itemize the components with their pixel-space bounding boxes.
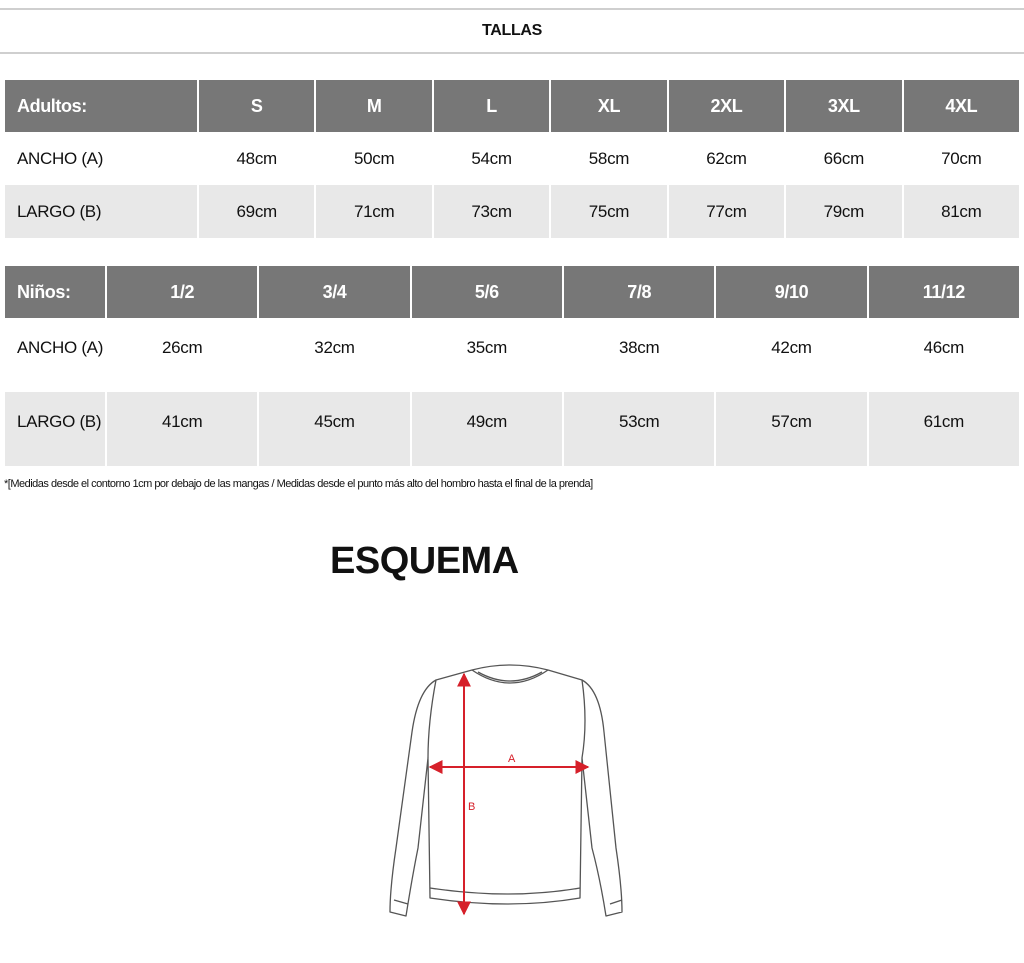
size-header-xl: XL bbox=[551, 80, 666, 132]
table-header-row bbox=[5, 80, 1019, 132]
table-cell: 48cm bbox=[236, 148, 277, 168]
size-header-3xl: 3XL bbox=[786, 80, 901, 132]
table-cell: 81cm bbox=[904, 185, 1019, 238]
label-b: B bbox=[468, 801, 476, 813]
measurement-footnote: *[Medidas desde el contorno 1cm por debajo de las mangas / Medidas desde el punto más alto del hombro hasta el final de la prenda] bbox=[4, 478, 593, 490]
table-cell: 38cm bbox=[618, 338, 660, 357]
size-header-7-8: 7/8 bbox=[564, 266, 714, 318]
table-cell: 58cm bbox=[588, 148, 630, 168]
size-header-s: S bbox=[199, 80, 314, 132]
table-cell: 75cm bbox=[551, 185, 666, 238]
table-cell: 50cm bbox=[353, 148, 395, 168]
table-cell: 70cm bbox=[941, 148, 982, 168]
adult-size-table bbox=[3, 80, 1021, 238]
label-a: A bbox=[508, 753, 516, 765]
table-cell: 53cm bbox=[564, 392, 714, 466]
table-cell: 79cm bbox=[786, 185, 901, 238]
size-header-m: M bbox=[316, 80, 431, 132]
table-row bbox=[5, 185, 1019, 238]
size-header-l: L bbox=[434, 80, 549, 132]
table-cell: 73cm bbox=[434, 185, 549, 238]
table-cell: 54cm bbox=[471, 148, 512, 168]
table-cell: 41cm bbox=[107, 392, 257, 466]
table-cell: 42cm bbox=[771, 338, 812, 357]
table-header-row bbox=[5, 266, 1019, 318]
size-header-4xl: 4XL bbox=[904, 80, 1019, 132]
size-chart-header bbox=[0, 8, 1024, 54]
table-row bbox=[5, 392, 1019, 466]
table-cell: 66cm bbox=[823, 148, 864, 168]
shirt-outline-icon bbox=[390, 665, 622, 916]
row-label-width: ANCHO (A) bbox=[17, 148, 104, 168]
table-cell: 62cm bbox=[706, 148, 747, 168]
size-header-3-4: 3/4 bbox=[259, 266, 409, 318]
table-cell: 69cm bbox=[199, 185, 314, 238]
row-label-width: ANCHO (A) bbox=[17, 338, 104, 357]
table-cell: 35cm bbox=[466, 338, 507, 357]
row-label-length: LARGO (B) bbox=[5, 392, 105, 466]
table-row bbox=[5, 318, 1019, 392]
adults-row-header: Adultos: bbox=[5, 80, 197, 132]
size-header-2xl: 2XL bbox=[669, 80, 784, 132]
size-header-1-2: 1/2 bbox=[107, 266, 257, 318]
table-cell: 32cm bbox=[314, 338, 355, 357]
table-cell: 49cm bbox=[412, 392, 562, 466]
kids-row-header: Niños: bbox=[5, 266, 105, 318]
table-cell: 61cm bbox=[869, 392, 1019, 466]
size-header-9-10: 9/10 bbox=[716, 266, 866, 318]
shirt-diagram bbox=[360, 662, 660, 924]
table-cell: 26cm bbox=[161, 338, 203, 357]
table-cell: 45cm bbox=[259, 392, 409, 466]
size-header-5-6: 5/6 bbox=[412, 266, 562, 318]
table-row bbox=[5, 132, 1019, 185]
table-cell: 77cm bbox=[669, 185, 784, 238]
table-cell: 57cm bbox=[716, 392, 866, 466]
table-cell: 71cm bbox=[316, 185, 431, 238]
row-label-length: LARGO (B) bbox=[5, 185, 197, 238]
size-header-11-12: 11/12 bbox=[869, 266, 1019, 318]
schema-title: ESQUEMA bbox=[330, 540, 519, 582]
kids-size-table bbox=[3, 266, 1021, 466]
table-cell: 46cm bbox=[923, 338, 964, 357]
page-title: TALLAS bbox=[481, 22, 543, 39]
